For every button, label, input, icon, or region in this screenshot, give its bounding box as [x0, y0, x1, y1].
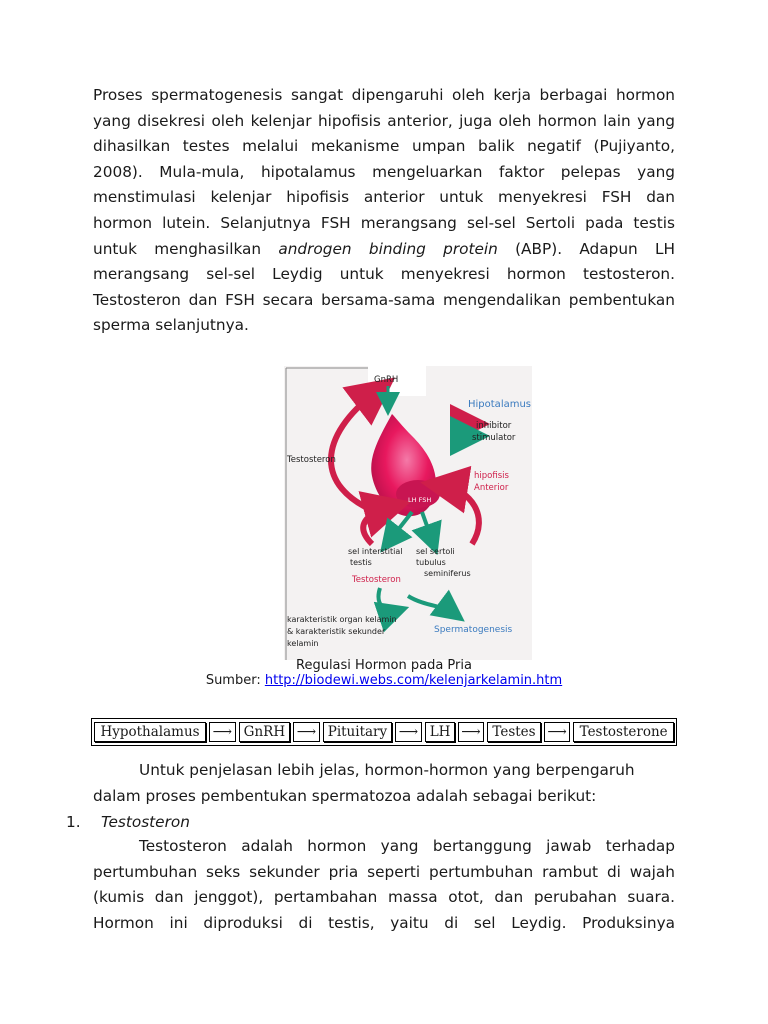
text-line: Hormon ini diproduksi di testis, yaitu di sel Leydig. Produksinya: [93, 913, 675, 932]
testis-label: testis: [350, 558, 372, 567]
seminiferus-label: seminiferus: [424, 569, 471, 578]
paragraph-3: [93, 834, 675, 936]
flow-item-gnrh: GnRH: [239, 722, 291, 742]
text-line: dalam proses pembentukan spermatozoa adalah sebagai berikut:: [93, 786, 597, 805]
italic-term: androgen binding protein: [278, 239, 498, 258]
flow-item-hypothalamus: Hypothalamus: [94, 722, 206, 742]
text-line: Proses spermatogenesis sangat dipengaruhi oleh kerja berbagai hormon: [93, 86, 675, 104]
hormone-flow-chain: [91, 718, 677, 746]
hipotalamus-label: Hipotalamus: [468, 399, 532, 410]
text-line: 2008). Mula-mula, hipotalamus mengeluarkan faktor pelepas yang: [93, 162, 675, 181]
text-line: pertumbuhan seks sekunder pria seperti pertumbuhan rambut di wajah: [93, 862, 675, 881]
flow-item-lh: LH: [425, 722, 455, 742]
flow-arrow-icon: ⟶: [293, 722, 320, 742]
spermatogenesis-label: Spermatogenesis: [434, 625, 513, 635]
text-line: (kumis dan jenggot), pertambahan massa otot, dan perubahan suara.: [93, 888, 675, 907]
text-run: (ABP). Adapun LH: [497, 239, 675, 258]
flow-item-testosterone: Testosterone: [573, 722, 674, 742]
text-line: [93, 237, 675, 263]
intro-last-line: [93, 313, 675, 339]
text-line: yang disekresi oleh kelenjar hipofisis anterior, juga oleh hormon lain yang: [93, 111, 675, 130]
figure-caption-title: Regulasi Hormon pada Pria: [296, 658, 472, 673]
flow-arrow-icon: ⟶: [458, 722, 485, 742]
flow-arrow-icon: ⟶: [544, 722, 571, 742]
text-line: dihasilkan testes melalui mekanisme umpan balik negatif (Pujiyanto,: [93, 137, 675, 156]
section-title: Testosteron: [101, 813, 190, 831]
flow-item-pituitary: Pituitary: [323, 722, 392, 742]
text-line: hormon lutein. Selanjutnya FSH merangsang sel-sel Sertoli pada testis: [93, 213, 675, 232]
flow-item-testes: Testes: [487, 722, 540, 742]
figure-caption-source: [0, 673, 768, 689]
paragraph-2: [93, 758, 675, 809]
text-line: Untuk penjelasan lebih jelas, hormon-hormon yang berpengaruh: [139, 761, 635, 779]
lh-fsh-label: LH FSH: [408, 496, 432, 504]
sel-sertoli-label: sel sertoli: [416, 547, 455, 556]
section-number: 1.: [66, 813, 81, 831]
text-run: untuk menghasilkan: [93, 239, 279, 258]
testosteron-mid-label: Testosteron: [352, 575, 401, 585]
text-line: menstimulasi kelenjar hipofisis anterior untuk menyekresi FSH dan: [93, 188, 675, 207]
intro-paragraph: [93, 83, 675, 313]
text-line: Testosteron adalah hormon yang bertanggung jawab terhadap: [139, 837, 675, 855]
hipofisis-label: hipofisis: [474, 471, 509, 481]
testosteron-side-label: Testosteron: [287, 455, 336, 465]
sel-interstitial-label: sel interstitial: [348, 547, 403, 556]
karakteristik-label-3: kelamin: [287, 639, 319, 648]
karakteristik-label-1: karakteristik organ kelamin: [287, 615, 397, 624]
flow-arrow-icon: ⟶: [395, 722, 422, 742]
stimulator-label: stimulator: [472, 433, 516, 443]
tubulus-label: tubulus: [416, 558, 446, 567]
text-line: Testosteron dan FSH secara bersama-sama mengendalikan pembentukan: [93, 290, 675, 309]
gnrh-label: GnRH: [374, 375, 399, 385]
source-link[interactable]: http://biodewi.webs.com/kelenjarkelamin.htm: [264, 673, 563, 688]
text-line: merangsang sel-sel Leydig untuk menyekresi hormon testosteron.: [93, 265, 675, 284]
text-line: sperma selanjutnya.: [93, 316, 249, 334]
source-prefix: Sumber:: [205, 673, 265, 688]
karakteristik-label-2: & karakteristik sekunder: [287, 627, 386, 636]
hormone-regulation-figure: [284, 366, 532, 660]
flow-arrow-icon: ⟶: [209, 722, 236, 742]
hormone-diagram: [284, 366, 532, 660]
anterior-label: Anterior: [474, 483, 509, 493]
inhibitor-label: inhibitor: [476, 421, 512, 431]
